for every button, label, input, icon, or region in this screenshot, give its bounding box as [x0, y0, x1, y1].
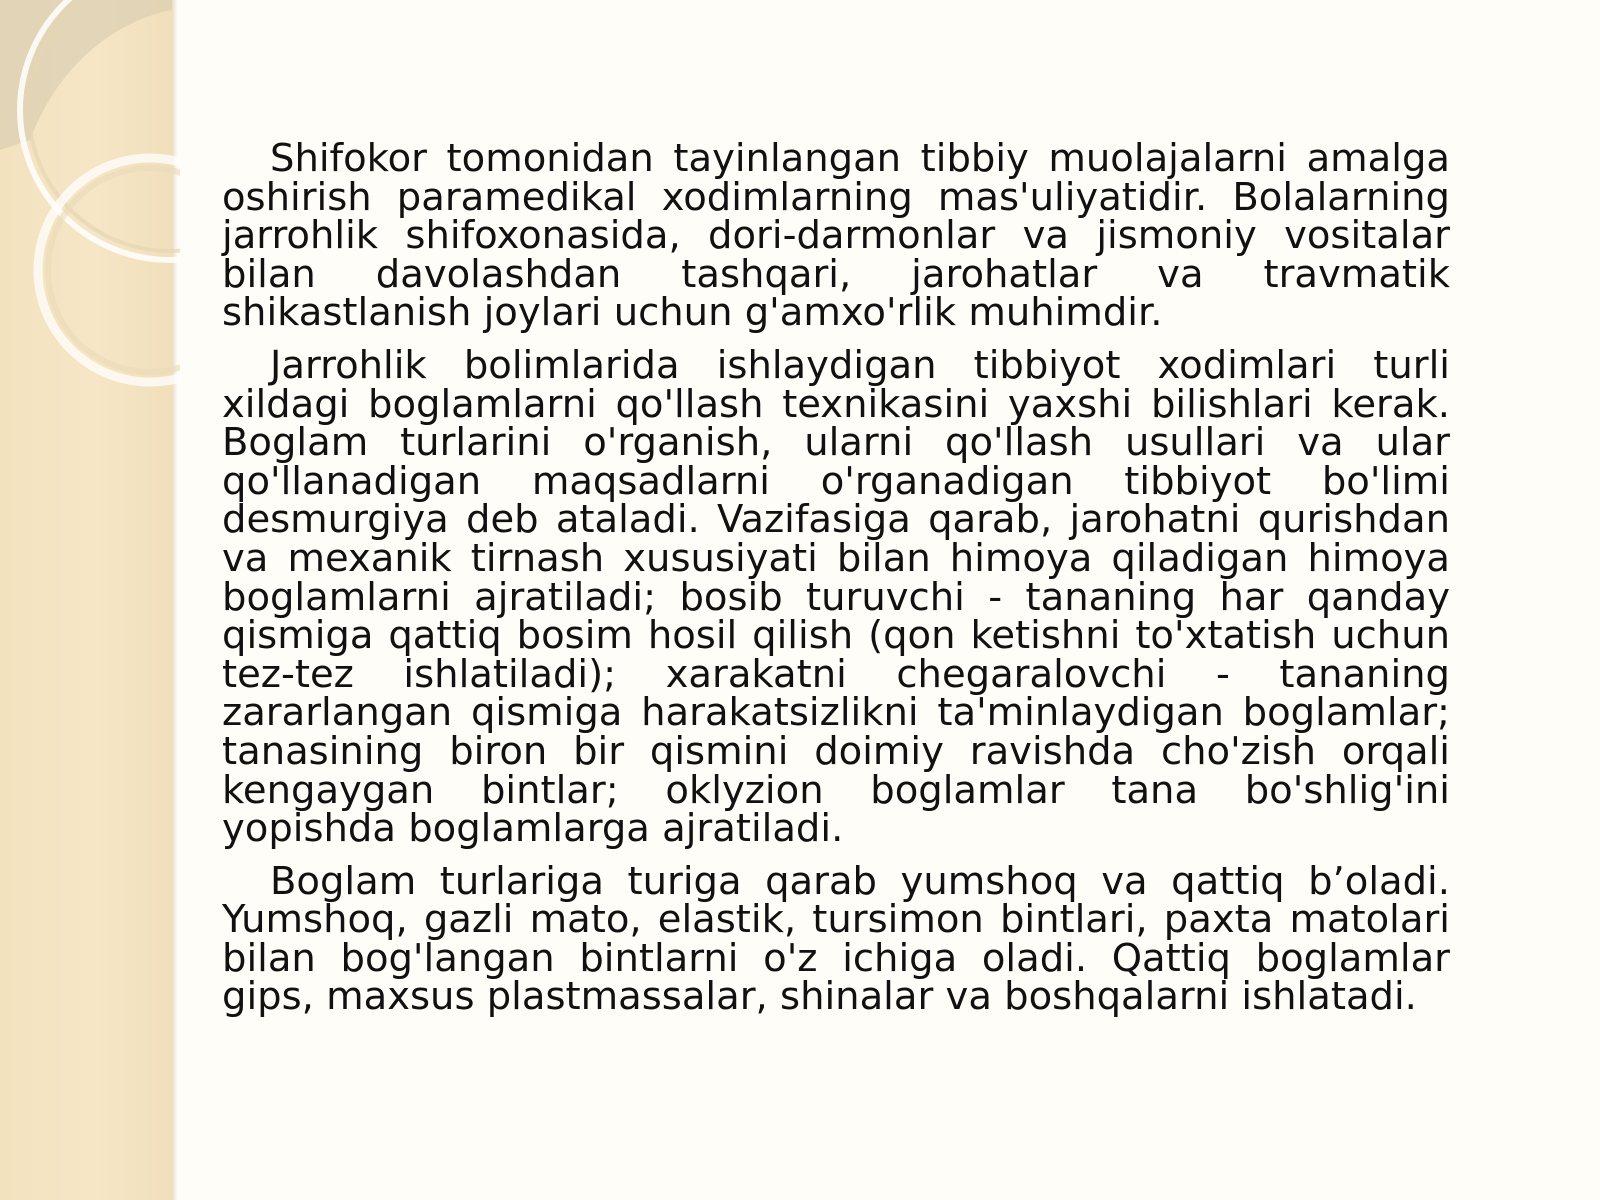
paragraph-2: Jarrohlik bolimlarida ishlaydigan tibbiyot xodimlari turli xildagi boglamlarni qo'llash texnikasini yaxshi bilishlari kerak. Boglam turlarini o'rganish, ularni qo'llash usullari va ular qo'llanadigan maqsadlarni o'rganadigan tibbiyot bo'limi desmurgiya deb ataladi. Vazifasiga qarab, jarohatni qurishdan va mexanik tirnash xususiyati bilan himoya qiladigan himoya boglamlarni ajratiladi; bosib turuvchi - tananing har qanday qismiga qattiq bosim hosil qilish (qon ketishni to'xtatish uchun tez-tez ishlatiladi); xarakatni chegaralovchi - tananing zararlangan qismiga harakatsizlikni ta'minlaydigan boglamlar; tanasining biron bir qismini doimiy ravishda cho'zish orqali kengaygan bintlar; oklyzion boglamlar tana bo'shlig'ini yopishda boglamlarga ajratiladi.: [222, 342, 1450, 852]
slide-body-text: [222, 136, 1450, 1031]
small-ring-shape: [38, 158, 180, 382]
paragraph-3: Boglam turlariga turiga qarab yumshoq va qattiq b’oladi. Yumshoq, gazli mato, elastik, tursimon bintlari, paxta matolari bilan bog'langan bintlarni o'z ichiga oladi. Qattiq boglamlar gips, maxsus plastmassalar, shinalar va boshqalarni ishlatadi.: [222, 858, 1450, 1020]
paragraph-1: Shifokor tomonidan tayinlangan tibbiy muolajalarni amalga oshirish paramedikal xodimlarning mas'uliyatidir. Bolalarning jarrohlik shifoxonasida, dori-darmonlar va jismoniy vositalar bilan davolashdan tashqari, jarohatlar va travmatik shikastlanish joylari uchun g'amxo'rlik muhimdir.: [222, 136, 1450, 336]
decorative-rings: [0, 0, 180, 420]
